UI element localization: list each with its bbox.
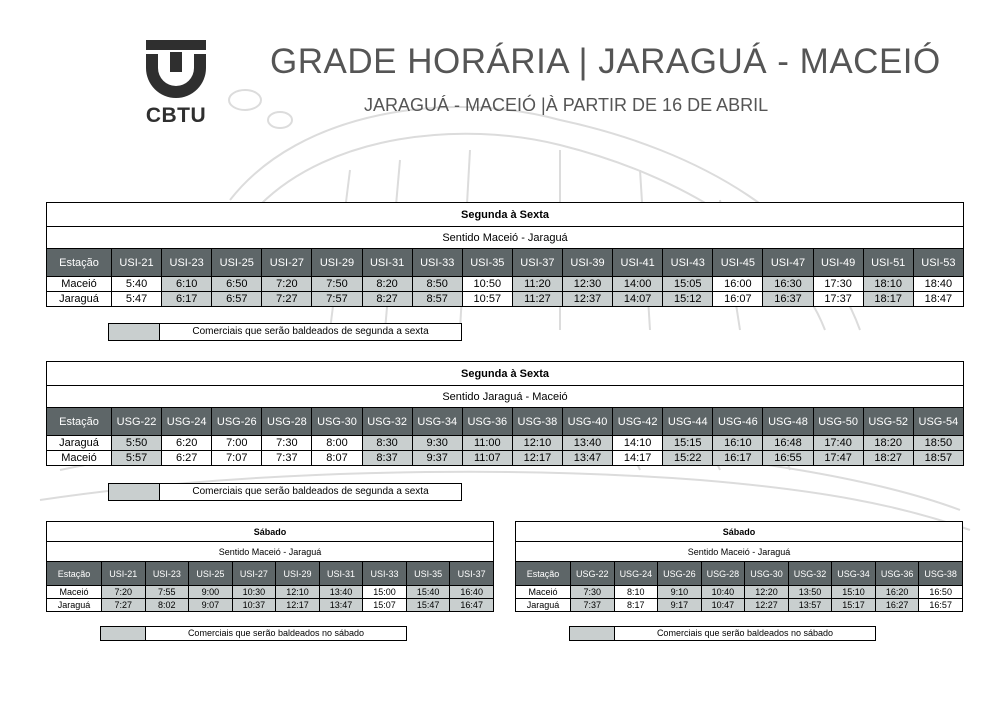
departure-time: 13:57 <box>788 599 832 612</box>
train-code: USI-33 <box>412 249 462 277</box>
station-name: Maceió <box>47 277 112 292</box>
departure-time: 12:17 <box>276 599 320 612</box>
departure-time: 6:17 <box>162 292 212 307</box>
legend-swatch <box>109 484 160 500</box>
departure-time: 13:40 <box>562 436 612 451</box>
train-code: USG-46 <box>713 408 763 436</box>
departure-time: 15:12 <box>663 292 713 307</box>
station-name: Maceió <box>47 586 102 599</box>
departure-time: 10:37 <box>232 599 276 612</box>
train-code: USI-21 <box>112 249 162 277</box>
departure-time: 11:20 <box>512 277 562 292</box>
timetable-saturday-usi <box>46 521 494 612</box>
legend-swatch <box>570 627 615 640</box>
departure-time: 18:47 <box>913 292 963 307</box>
departure-time: 15:17 <box>832 599 876 612</box>
train-code: USG-48 <box>763 408 813 436</box>
train-code: USG-42 <box>613 408 663 436</box>
train-code: USI-41 <box>613 249 663 277</box>
departure-time: 16:40 <box>450 586 494 599</box>
departure-time: 8:00 <box>312 436 362 451</box>
departure-time: 13:50 <box>788 586 832 599</box>
departure-time: 16:47 <box>450 599 494 612</box>
train-code: USG-40 <box>562 408 612 436</box>
departure-time: 8:50 <box>412 277 462 292</box>
departure-time: 7:37 <box>262 451 312 466</box>
train-code: USG-24 <box>614 562 658 586</box>
train-code: USG-28 <box>701 562 745 586</box>
departure-time: 7:50 <box>312 277 362 292</box>
departure-time: 15:10 <box>832 586 876 599</box>
departure-time: 9:17 <box>658 599 702 612</box>
logo-text: CBTU <box>145 104 207 127</box>
train-code: USG-28 <box>262 408 312 436</box>
departure-time: 10:30 <box>232 586 276 599</box>
departure-time: 15:47 <box>406 599 450 612</box>
station-header: Estação <box>47 249 112 277</box>
departure-time: 10:57 <box>462 292 512 307</box>
train-code: USG-52 <box>863 408 913 436</box>
departure-time: 16:48 <box>763 436 813 451</box>
departure-time: 12:37 <box>562 292 612 307</box>
train-code: USI-43 <box>663 249 713 277</box>
station-name: Jaraguá <box>47 292 112 307</box>
train-code: USI-29 <box>312 249 362 277</box>
departure-time: 5:47 <box>112 292 162 307</box>
departure-time: 7:07 <box>212 451 262 466</box>
departure-time: 16:55 <box>763 451 813 466</box>
departure-time: 8:07 <box>312 451 362 466</box>
departure-time: 9:37 <box>412 451 462 466</box>
departure-time: 16:00 <box>713 277 763 292</box>
cbtu-logo <box>140 38 212 126</box>
train-code: USI-35 <box>462 249 512 277</box>
departure-time: 5:50 <box>112 436 162 451</box>
legend-text: Comerciais que serão baldeados no sábado <box>187 628 365 638</box>
departure-time: 8:10 <box>614 586 658 599</box>
table-title: Sábado <box>516 522 963 542</box>
page-subtitle: JARAGUÁ - MACEIÓ |À PARTIR DE 16 DE ABRIL <box>364 95 769 115</box>
legend-saturday-1 <box>100 626 407 641</box>
legend-swatch <box>109 324 160 340</box>
train-code: USI-25 <box>189 562 233 586</box>
timetable-saturday-usg <box>515 521 963 612</box>
station-header: Estação <box>47 562 102 586</box>
legend-saturday-2 <box>569 626 876 641</box>
train-code: USG-26 <box>658 562 702 586</box>
departure-time: 6:57 <box>212 292 262 307</box>
table-direction: Sentido Jaraguá - Maceió <box>47 386 964 408</box>
departure-time: 8:57 <box>412 292 462 307</box>
departure-time: 7:37 <box>571 599 615 612</box>
train-code: USG-22 <box>112 408 162 436</box>
departure-time: 7:57 <box>312 292 362 307</box>
departure-time: 16:57 <box>919 599 963 612</box>
departure-time: 12:27 <box>745 599 789 612</box>
departure-time: 12:20 <box>745 586 789 599</box>
departure-time: 12:10 <box>276 586 320 599</box>
table-title: Segunda à Sexta <box>47 203 964 227</box>
departure-time: 14:00 <box>613 277 663 292</box>
departure-time: 10:47 <box>701 599 745 612</box>
train-code: USI-35 <box>406 562 450 586</box>
train-code: USG-38 <box>919 562 963 586</box>
departure-time: 17:30 <box>813 277 863 292</box>
departure-time: 15:05 <box>663 277 713 292</box>
train-code: USI-49 <box>813 249 863 277</box>
departure-time: 13:47 <box>562 451 612 466</box>
departure-time: 15:00 <box>363 586 407 599</box>
train-code: USG-34 <box>832 562 876 586</box>
train-code: USI-31 <box>319 562 363 586</box>
station-name: Jaraguá <box>47 599 102 612</box>
train-code: USI-27 <box>262 249 312 277</box>
legend-weekday-2 <box>108 483 462 501</box>
departure-time: 11:07 <box>462 451 512 466</box>
departure-time: 15:15 <box>663 436 713 451</box>
train-code: USI-39 <box>562 249 612 277</box>
departure-time: 18:17 <box>863 292 913 307</box>
train-code: USG-32 <box>788 562 832 586</box>
cbtu-emblem-icon <box>140 38 212 104</box>
departure-time: 14:10 <box>613 436 663 451</box>
departure-time: 18:10 <box>863 277 913 292</box>
departure-time: 18:20 <box>863 436 913 451</box>
station-header: Estação <box>47 408 112 436</box>
departure-time: 6:20 <box>162 436 212 451</box>
train-code: USG-36 <box>462 408 512 436</box>
departure-time: 7:30 <box>571 586 615 599</box>
departure-time: 6:27 <box>162 451 212 466</box>
departure-time: 8:20 <box>362 277 412 292</box>
legend-text: Comerciais que serão baldeados de segunda a sexta <box>192 486 429 497</box>
station-header: Estação <box>516 562 571 586</box>
departure-time: 17:40 <box>813 436 863 451</box>
train-code: USI-33 <box>363 562 407 586</box>
train-code: USG-38 <box>512 408 562 436</box>
departure-time: 12:17 <box>512 451 562 466</box>
departure-time: 11:00 <box>462 436 512 451</box>
departure-time: 9:00 <box>189 586 233 599</box>
departure-time: 18:57 <box>913 451 963 466</box>
departure-time: 18:50 <box>913 436 963 451</box>
train-code: USI-51 <box>863 249 913 277</box>
departure-time: 7:20 <box>102 586 146 599</box>
train-code: USI-23 <box>162 249 212 277</box>
train-code: USI-29 <box>276 562 320 586</box>
departure-time: 15:07 <box>363 599 407 612</box>
departure-time: 16:30 <box>763 277 813 292</box>
train-code: USI-47 <box>763 249 813 277</box>
departure-time: 12:10 <box>512 436 562 451</box>
table-direction: Sentido Maceió - Jaraguá <box>516 542 963 562</box>
table-direction: Sentido Maceió - Jaraguá <box>47 227 964 249</box>
departure-time: 13:47 <box>319 599 363 612</box>
train-code: USI-27 <box>232 562 276 586</box>
departure-time: 7:27 <box>262 292 312 307</box>
departure-time: 16:37 <box>763 292 813 307</box>
departure-time: 17:37 <box>813 292 863 307</box>
departure-time: 10:50 <box>462 277 512 292</box>
departure-time: 8:30 <box>362 436 412 451</box>
departure-time: 12:30 <box>562 277 612 292</box>
departure-time: 9:30 <box>412 436 462 451</box>
departure-time: 15:22 <box>663 451 713 466</box>
train-code: USI-37 <box>512 249 562 277</box>
train-code: USI-23 <box>145 562 189 586</box>
train-code: USG-36 <box>875 562 919 586</box>
train-code: USI-31 <box>362 249 412 277</box>
departure-time: 8:02 <box>145 599 189 612</box>
train-code: USG-32 <box>362 408 412 436</box>
departure-time: 5:40 <box>112 277 162 292</box>
departure-time: 16:10 <box>713 436 763 451</box>
train-code: USG-24 <box>162 408 212 436</box>
departure-time: 6:50 <box>212 277 262 292</box>
train-code: USI-53 <box>913 249 963 277</box>
train-code: USG-30 <box>745 562 789 586</box>
departure-time: 16:17 <box>713 451 763 466</box>
departure-time: 9:07 <box>189 599 233 612</box>
departure-time: 7:27 <box>102 599 146 612</box>
departure-time: 7:00 <box>212 436 262 451</box>
departure-time: 15:40 <box>406 586 450 599</box>
train-code: USG-30 <box>312 408 362 436</box>
timetable-weekday-maceio-jaragua <box>46 202 964 307</box>
legend-text: Comerciais que serão baldeados de segunda a sexta <box>192 326 429 337</box>
table-title: Segunda à Sexta <box>47 362 964 386</box>
departure-time: 7:20 <box>262 277 312 292</box>
station-name: Maceió <box>516 586 571 599</box>
departure-time: 9:10 <box>658 586 702 599</box>
departure-time: 16:27 <box>875 599 919 612</box>
timetable-weekday-jaragua-maceio <box>46 361 964 466</box>
train-code: USI-37 <box>450 562 494 586</box>
train-code: USG-34 <box>412 408 462 436</box>
departure-time: 8:17 <box>614 599 658 612</box>
train-code: USG-50 <box>813 408 863 436</box>
departure-time: 14:17 <box>613 451 663 466</box>
departure-time: 8:37 <box>362 451 412 466</box>
departure-time: 10:40 <box>701 586 745 599</box>
departure-time: 18:40 <box>913 277 963 292</box>
train-code: USG-22 <box>571 562 615 586</box>
departure-time: 8:27 <box>362 292 412 307</box>
legend-weekday-1 <box>108 323 462 341</box>
departure-time: 7:30 <box>262 436 312 451</box>
table-title: Sábado <box>47 522 494 542</box>
train-code: USI-21 <box>102 562 146 586</box>
departure-time: 16:20 <box>875 586 919 599</box>
departure-time: 17:47 <box>813 451 863 466</box>
legend-swatch <box>101 627 146 640</box>
departure-time: 11:27 <box>512 292 562 307</box>
departure-time: 16:07 <box>713 292 763 307</box>
train-code: USI-45 <box>713 249 763 277</box>
departure-time: 6:10 <box>162 277 212 292</box>
train-code: USG-54 <box>913 408 963 436</box>
station-name: Maceió <box>47 451 112 466</box>
page-title: GRADE HORÁRIA | JARAGUÁ - MACEIÓ <box>270 42 941 81</box>
train-code: USG-26 <box>212 408 262 436</box>
train-code: USI-25 <box>212 249 262 277</box>
table-direction: Sentido Maceió - Jaraguá <box>47 542 494 562</box>
departure-time: 16:50 <box>919 586 963 599</box>
departure-time: 7:55 <box>145 586 189 599</box>
departure-time: 14:07 <box>613 292 663 307</box>
train-code: USG-44 <box>663 408 713 436</box>
departure-time: 13:40 <box>319 586 363 599</box>
departure-time: 5:57 <box>112 451 162 466</box>
departure-time: 18:27 <box>863 451 913 466</box>
legend-text: Comerciais que serão baldeados no sábado <box>656 628 834 638</box>
station-name: Jaraguá <box>516 599 571 612</box>
station-name: Jaraguá <box>47 436 112 451</box>
